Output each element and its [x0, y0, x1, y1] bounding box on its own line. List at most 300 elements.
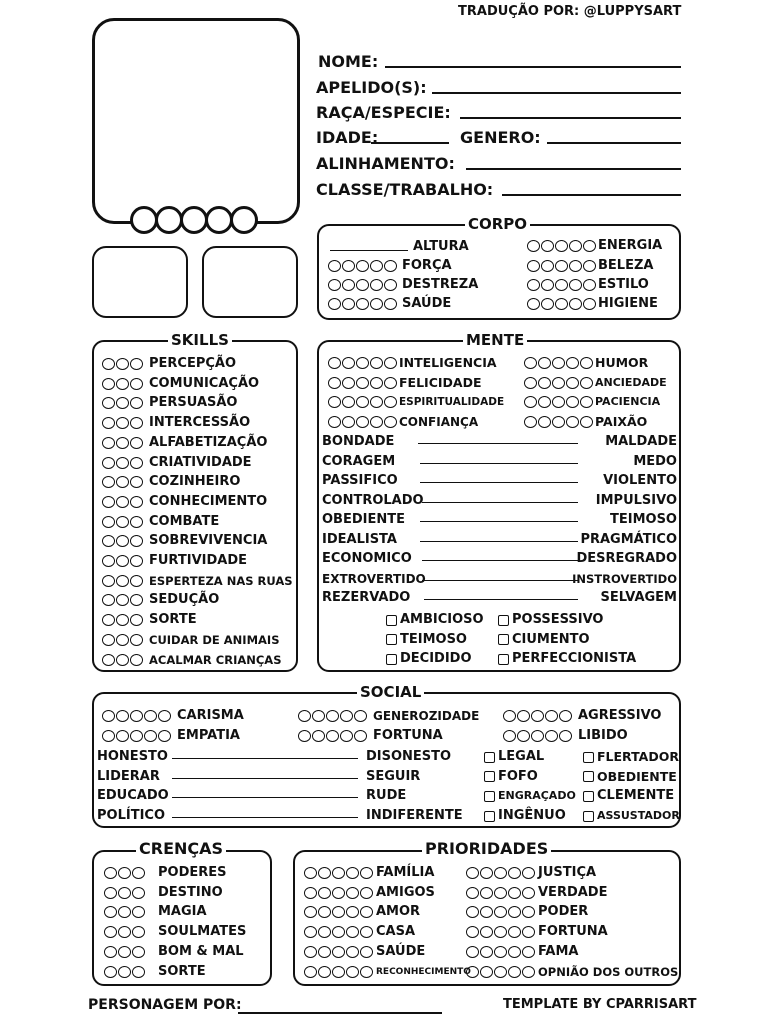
rating-circle[interactable] [318, 887, 331, 899]
rating-circle[interactable] [130, 516, 143, 528]
rating-circle[interactable] [522, 926, 535, 938]
prioridade-row[interactable] [304, 943, 425, 961]
rating-circle[interactable] [116, 614, 129, 626]
rating-circle[interactable] [304, 966, 317, 978]
social-check[interactable] [583, 787, 674, 805]
rating-circle[interactable] [132, 906, 145, 918]
checkbox[interactable] [583, 771, 594, 782]
social-check[interactable] [484, 787, 576, 805]
rating-circle[interactable] [370, 416, 383, 428]
rating-circle[interactable] [522, 966, 535, 978]
rating-circle[interactable] [370, 396, 383, 408]
personagem-field[interactable] [238, 1012, 442, 1014]
small-frame-right[interactable] [202, 246, 298, 318]
rating-circle[interactable] [298, 730, 311, 742]
rating-circle[interactable] [116, 378, 129, 390]
checkbox[interactable] [484, 752, 495, 763]
rating-circle[interactable] [130, 710, 143, 722]
rating-circle[interactable] [480, 906, 493, 918]
rating-circle[interactable] [102, 575, 115, 587]
rating-circle[interactable] [517, 730, 530, 742]
checkbox[interactable] [484, 771, 495, 782]
rating-circle[interactable] [118, 906, 131, 918]
crenca-row[interactable] [104, 864, 227, 882]
prioridade-row[interactable] [466, 943, 578, 961]
rating-circle[interactable] [318, 867, 331, 879]
rating-circle[interactable] [130, 555, 143, 567]
rating-circle[interactable] [102, 535, 115, 547]
rating-circle[interactable] [480, 867, 493, 879]
rating-circle[interactable] [508, 946, 521, 958]
rating-circle[interactable] [116, 654, 129, 666]
rating-circle[interactable] [508, 966, 521, 978]
rating-circle[interactable] [524, 416, 537, 428]
rating-circle[interactable] [342, 357, 355, 369]
rating-circle[interactable] [332, 926, 345, 938]
rating-circle[interactable] [552, 416, 565, 428]
rating-circle[interactable] [118, 946, 131, 958]
rating-circle[interactable] [545, 730, 558, 742]
rating-circle[interactable] [538, 396, 551, 408]
rating-circle[interactable] [118, 926, 131, 938]
rating-circle[interactable] [130, 358, 143, 370]
rating-circle[interactable] [332, 867, 345, 879]
scale-line[interactable] [424, 599, 578, 600]
prioridade-row[interactable] [466, 923, 608, 941]
corpo-energia-row[interactable] [527, 237, 662, 255]
social-trait-row[interactable] [503, 727, 628, 745]
rating-circle[interactable] [354, 730, 367, 742]
rating-circle[interactable] [538, 377, 551, 389]
mente-trait-row[interactable] [328, 354, 497, 372]
rating-circle[interactable] [346, 966, 359, 978]
portrait-frame[interactable] [92, 18, 300, 224]
rating-circle[interactable] [326, 710, 339, 722]
rating-circle[interactable] [494, 926, 507, 938]
prioridade-row[interactable] [304, 923, 415, 941]
crenca-row[interactable] [104, 943, 244, 961]
rating-circle[interactable] [130, 535, 143, 547]
rating-circle[interactable] [318, 966, 331, 978]
corpo-beleza-row[interactable] [527, 257, 653, 275]
rating-circle[interactable] [346, 867, 359, 879]
scale-line[interactable] [418, 443, 578, 444]
rating-circle[interactable] [104, 946, 117, 958]
idade-field[interactable] [371, 142, 449, 144]
rating-circle[interactable] [130, 476, 143, 488]
checkbox[interactable] [484, 791, 495, 802]
skill-row[interactable] [102, 375, 259, 393]
rating-circle[interactable] [508, 906, 521, 918]
rating-circle[interactable] [304, 867, 317, 879]
rating-circle[interactable] [130, 417, 143, 429]
skill-row[interactable] [102, 434, 267, 452]
mente-trait-row[interactable] [328, 413, 478, 431]
rating-circle[interactable] [116, 437, 129, 449]
rating-circle[interactable] [118, 867, 131, 879]
skill-row[interactable] [102, 454, 252, 472]
mente-trait-row[interactable] [524, 413, 647, 431]
rating-circle[interactable] [102, 417, 115, 429]
rating-circle[interactable] [342, 416, 355, 428]
rating-circle[interactable] [552, 377, 565, 389]
rating-circle[interactable] [480, 887, 493, 899]
crenca-row[interactable] [104, 923, 246, 941]
rating-circle[interactable] [102, 358, 115, 370]
rating-circle[interactable] [102, 654, 115, 666]
rating-circle[interactable] [332, 946, 345, 958]
rating-circle[interactable] [466, 966, 479, 978]
crenca-row[interactable] [104, 884, 223, 902]
rating-circle[interactable] [480, 966, 493, 978]
rating-circle[interactable] [116, 516, 129, 528]
rating-circle[interactable] [130, 397, 143, 409]
skill-row[interactable] [102, 591, 219, 609]
rating-circle[interactable] [356, 377, 369, 389]
rating-circle[interactable] [102, 516, 115, 528]
rating-circle[interactable] [116, 710, 129, 722]
rating-circle[interactable] [370, 357, 383, 369]
rating-circle[interactable] [538, 357, 551, 369]
rating-circle[interactable] [354, 710, 367, 722]
corpo-higiene-row[interactable] [527, 295, 658, 313]
rating-circle[interactable] [517, 710, 530, 722]
rating-circle[interactable] [360, 906, 373, 918]
mente-trait-row[interactable] [524, 354, 648, 372]
rating-circle[interactable] [116, 358, 129, 370]
prioridade-row[interactable] [304, 884, 435, 902]
rating-circle[interactable] [580, 396, 593, 408]
rating-circle[interactable] [102, 730, 115, 742]
rating-circle[interactable] [304, 906, 317, 918]
social-scale-line[interactable] [172, 797, 358, 798]
classe-field[interactable] [502, 194, 681, 196]
rating-circle[interactable] [130, 457, 143, 469]
rating-circle[interactable] [503, 730, 516, 742]
rating-circle[interactable] [494, 887, 507, 899]
mente-check[interactable] [386, 631, 467, 649]
rating-circle[interactable] [384, 357, 397, 369]
scale-line[interactable] [422, 560, 578, 561]
rating-circle[interactable] [118, 887, 131, 899]
rating-circle[interactable] [494, 946, 507, 958]
skill-row[interactable] [102, 631, 279, 649]
rating-circle[interactable] [116, 496, 129, 508]
social-check[interactable] [484, 807, 566, 825]
rating-circle[interactable] [566, 416, 579, 428]
rating-circle[interactable] [360, 887, 373, 899]
rating-circle[interactable] [524, 396, 537, 408]
mente-check[interactable] [498, 631, 590, 649]
mente-trait-row[interactable] [524, 393, 660, 411]
skill-row[interactable] [102, 651, 282, 669]
rating-circle[interactable] [104, 887, 117, 899]
scale-line[interactable] [420, 463, 578, 464]
rating-circle[interactable] [158, 710, 171, 722]
mente-check[interactable] [386, 650, 472, 668]
rating-circle[interactable] [494, 966, 507, 978]
social-check[interactable] [484, 748, 544, 766]
checkbox[interactable] [386, 654, 397, 665]
rating-circle[interactable] [130, 437, 143, 449]
rating-circle[interactable] [116, 575, 129, 587]
mente-trait-row[interactable] [524, 374, 667, 392]
rating-circle[interactable] [503, 710, 516, 722]
rating-circle[interactable] [318, 906, 331, 918]
prioridade-row[interactable] [304, 903, 420, 921]
rating-circle[interactable] [566, 377, 579, 389]
rating-circle[interactable] [116, 535, 129, 547]
rating-circle[interactable] [304, 926, 317, 938]
rating-circle[interactable] [104, 966, 117, 978]
rating-circle[interactable] [144, 730, 157, 742]
rating-circle[interactable] [522, 946, 535, 958]
mente-trait-row[interactable] [328, 393, 504, 411]
corpo-estilo-row[interactable] [527, 276, 649, 294]
rating-circle[interactable] [312, 710, 325, 722]
rating-circle[interactable] [342, 377, 355, 389]
rating-circle[interactable] [130, 594, 143, 606]
corpo-forca-row[interactable] [328, 257, 452, 275]
crenca-row[interactable] [104, 903, 207, 921]
rating-circle[interactable] [102, 594, 115, 606]
mente-check[interactable] [386, 611, 484, 629]
skill-row[interactable] [102, 552, 247, 570]
scale-line[interactable] [422, 502, 578, 503]
rating-circle[interactable] [370, 377, 383, 389]
genero-field[interactable] [547, 142, 681, 144]
rating-circle[interactable] [132, 867, 145, 879]
rating-circle[interactable] [384, 377, 397, 389]
social-scale-line[interactable] [172, 778, 358, 779]
rating-circle[interactable] [104, 926, 117, 938]
rating-circle[interactable] [466, 926, 479, 938]
checkbox[interactable] [498, 615, 509, 626]
rating-circle[interactable] [332, 966, 345, 978]
checkbox[interactable] [484, 811, 495, 822]
rating-circle[interactable] [559, 730, 572, 742]
rating-circle[interactable] [326, 730, 339, 742]
social-check[interactable] [583, 768, 677, 786]
rating-circle[interactable] [580, 416, 593, 428]
rating-circle[interactable] [480, 926, 493, 938]
skill-row[interactable] [102, 355, 236, 373]
rating-circle[interactable] [332, 887, 345, 899]
prioridade-row[interactable] [466, 864, 596, 882]
rating-circle[interactable] [332, 906, 345, 918]
rating-circle[interactable] [552, 357, 565, 369]
rating-circle[interactable] [384, 396, 397, 408]
rating-circle[interactable] [102, 555, 115, 567]
rating-circle[interactable] [522, 887, 535, 899]
rating-circle[interactable] [318, 926, 331, 938]
scale-line[interactable] [422, 580, 578, 581]
rating-circle[interactable] [318, 946, 331, 958]
rating-circle[interactable] [116, 634, 129, 646]
rating-circle[interactable] [466, 906, 479, 918]
social-trait-row[interactable] [298, 727, 443, 745]
rating-circle[interactable] [580, 357, 593, 369]
rating-circle[interactable] [130, 496, 143, 508]
rating-circle[interactable] [466, 867, 479, 879]
rating-circle[interactable] [116, 555, 129, 567]
rating-circle[interactable] [116, 457, 129, 469]
rating-circle[interactable] [346, 926, 359, 938]
rating-circle[interactable] [116, 730, 129, 742]
social-trait-row[interactable] [102, 727, 240, 745]
rating-circle[interactable] [298, 710, 311, 722]
checkbox[interactable] [386, 615, 397, 626]
rating-circle[interactable] [102, 476, 115, 488]
rating-circle[interactable] [102, 496, 115, 508]
rating-circle[interactable] [356, 396, 369, 408]
rating-circle[interactable] [480, 946, 493, 958]
rating-circle[interactable] [346, 906, 359, 918]
rating-circle[interactable] [360, 946, 373, 958]
scale-line[interactable] [420, 521, 578, 522]
skill-row[interactable] [102, 473, 240, 491]
social-trait-row[interactable] [503, 707, 661, 725]
rating-circle[interactable] [360, 867, 373, 879]
mente-check[interactable] [498, 650, 636, 668]
prioridade-row[interactable] [466, 884, 607, 902]
checkbox[interactable] [386, 634, 397, 645]
raca-field[interactable] [460, 117, 681, 119]
rating-circle[interactable] [118, 966, 131, 978]
apelidos-field[interactable] [432, 92, 681, 94]
rating-circle[interactable] [304, 946, 317, 958]
rating-circle[interactable] [328, 396, 341, 408]
scale-line[interactable] [420, 482, 578, 483]
checkbox[interactable] [498, 654, 509, 665]
rating-circle[interactable] [580, 377, 593, 389]
rating-circle[interactable] [494, 867, 507, 879]
rating-circle[interactable] [384, 416, 397, 428]
corpo-destreza-row[interactable] [328, 276, 478, 294]
rating-circle[interactable] [102, 397, 115, 409]
checkbox[interactable] [498, 634, 509, 645]
prioridade-row[interactable] [304, 864, 434, 882]
social-trait-row[interactable] [298, 707, 479, 725]
rating-circle[interactable] [102, 457, 115, 469]
rating-circle[interactable] [116, 397, 129, 409]
scale-line[interactable] [420, 541, 578, 542]
rating-circle[interactable] [346, 946, 359, 958]
rating-circle[interactable] [132, 966, 145, 978]
rating-circle[interactable] [508, 887, 521, 899]
rating-circle[interactable] [130, 634, 143, 646]
rating-circle[interactable] [342, 396, 355, 408]
rating-circle[interactable] [328, 357, 341, 369]
prioridade-row[interactable] [304, 963, 471, 981]
rating-circle[interactable] [104, 906, 117, 918]
skill-row[interactable] [102, 414, 250, 432]
rating-circle[interactable] [102, 634, 115, 646]
rating-circle[interactable] [130, 378, 143, 390]
rating-circle[interactable] [132, 926, 145, 938]
rating-circle[interactable] [132, 946, 145, 958]
prioridade-row[interactable] [466, 903, 588, 921]
rating-circle[interactable] [130, 730, 143, 742]
skill-row[interactable] [102, 513, 219, 531]
nome-field[interactable] [385, 66, 681, 68]
crenca-row[interactable] [104, 963, 206, 981]
small-frame-left[interactable] [92, 246, 188, 318]
social-check[interactable] [583, 748, 679, 766]
rating-circle[interactable] [116, 417, 129, 429]
rating-circle[interactable] [102, 710, 115, 722]
rating-circle[interactable] [328, 377, 341, 389]
rating-circle[interactable] [346, 887, 359, 899]
rating-circle[interactable] [466, 887, 479, 899]
rating-circle[interactable] [356, 357, 369, 369]
rating-circle[interactable] [524, 357, 537, 369]
skill-row[interactable] [102, 493, 267, 511]
skill-row[interactable] [102, 611, 197, 629]
rating-circle[interactable] [566, 357, 579, 369]
rating-circle[interactable] [531, 730, 544, 742]
rating-circle[interactable] [360, 966, 373, 978]
rating-circle[interactable] [116, 594, 129, 606]
rating-circle[interactable] [552, 396, 565, 408]
altura-field[interactable] [330, 250, 408, 251]
skill-row[interactable] [102, 532, 267, 550]
rating-circle[interactable] [116, 476, 129, 488]
checkbox[interactable] [583, 811, 594, 822]
skill-row[interactable] [102, 572, 293, 590]
checkbox[interactable] [583, 752, 594, 763]
rating-circle[interactable] [158, 730, 171, 742]
social-check[interactable] [583, 807, 680, 825]
social-check[interactable] [484, 768, 538, 786]
rating-circle[interactable] [524, 377, 537, 389]
rating-circle[interactable] [466, 946, 479, 958]
rating-circle[interactable] [566, 396, 579, 408]
rating-circle[interactable] [508, 867, 521, 879]
rating-circle[interactable] [545, 710, 558, 722]
prioridade-row[interactable] [466, 963, 678, 981]
rating-circle[interactable] [130, 614, 143, 626]
rating-circle[interactable] [522, 867, 535, 879]
rating-circle[interactable] [508, 926, 521, 938]
rating-circle[interactable] [494, 906, 507, 918]
rating-circle[interactable] [559, 710, 572, 722]
rating-circle[interactable] [130, 654, 143, 666]
rating-circle[interactable] [104, 867, 117, 879]
rating-circle[interactable] [144, 710, 157, 722]
rating-circle[interactable] [130, 575, 143, 587]
social-trait-row[interactable] [102, 707, 244, 725]
rating-circle[interactable] [102, 378, 115, 390]
mente-trait-row[interactable] [328, 374, 481, 392]
rating-circle[interactable] [304, 887, 317, 899]
rating-circle[interactable] [132, 887, 145, 899]
rating-circle[interactable] [328, 416, 341, 428]
checkbox[interactable] [583, 791, 594, 802]
corpo-saude-row[interactable] [328, 295, 451, 313]
social-scale-line[interactable] [172, 817, 358, 818]
skill-row[interactable] [102, 394, 237, 412]
rating-circle[interactable] [102, 614, 115, 626]
alinhamento-field[interactable] [466, 168, 681, 170]
rating-circle[interactable] [538, 416, 551, 428]
rating-circle[interactable] [312, 730, 325, 742]
social-scale-line[interactable] [172, 758, 358, 759]
mente-check[interactable] [498, 611, 603, 629]
rating-circle[interactable] [340, 730, 353, 742]
rating-circle[interactable] [531, 710, 544, 722]
rating-circle[interactable] [522, 906, 535, 918]
